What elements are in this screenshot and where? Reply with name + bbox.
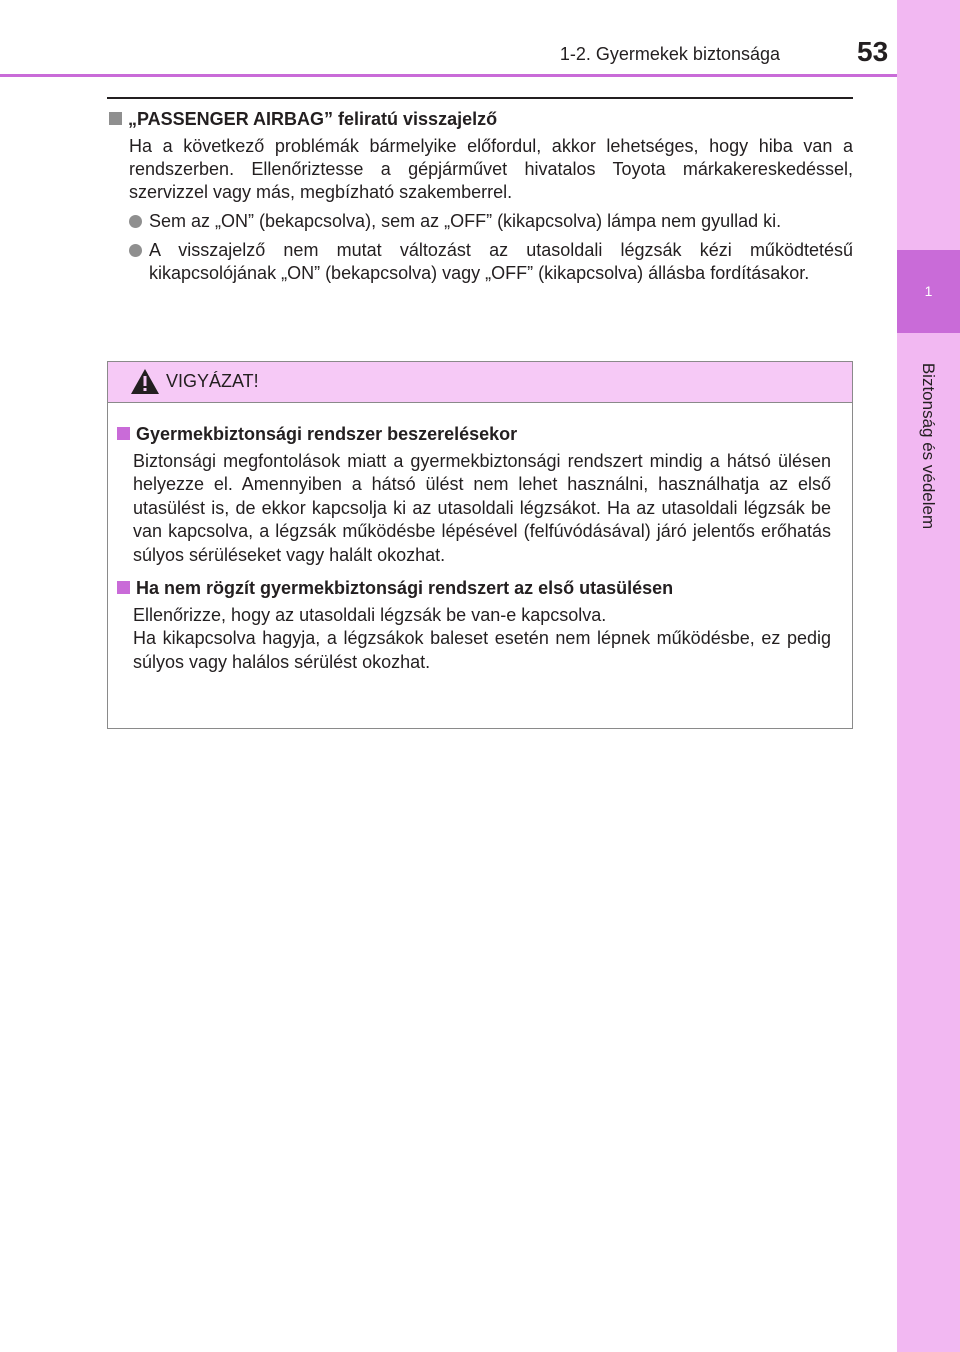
- header-divider: [0, 74, 897, 77]
- caution-body: [108, 403, 852, 674]
- section-intro: Ha a következő problémák bármelyike előfordul, akkor lehetséges, hogy hiba van a rendszerben. Ellenőriztesse a gépjárművet hivatalos Toyota márkakereskedéssel, szervizzel vagy más, megbízható szakemberrel.: [129, 136, 853, 202]
- caution-header: [108, 362, 852, 403]
- chapter-title-vertical: Biztonság és védelem: [919, 362, 938, 530]
- list-item: [149, 210, 853, 233]
- airbag-indicator-section: [109, 108, 853, 285]
- square-bullet-icon: [109, 112, 122, 125]
- chapter-number-tab: 1: [897, 250, 960, 333]
- circle-bullet-icon: [129, 244, 142, 257]
- caution-item-heading: [117, 423, 831, 447]
- list-item-text: A visszajelző nem mutat változást az utasoldali légzsák kézi működtetésű kikapcsolójának „ON” (bekapcsolva) vagy „OFF” (kikapcsolva) állásba fordításakor.: [149, 240, 853, 283]
- caution-item-heading-text: Ha nem rögzít gyermekbiztonsági rendszert az első utasülésen: [136, 578, 674, 598]
- list-item-text: Sem az „ON” (bekapcsolva), sem az „OFF” (kikapcsolva) lámpa nem gyullad ki.: [149, 211, 782, 231]
- section-heading: [109, 108, 853, 131]
- caution-item-heading: [117, 577, 831, 601]
- square-bullet-icon: [117, 581, 130, 594]
- caution-item-text: Ellenőrizze, hogy az utasoldali légzsák be van-e kapcsolva.: [133, 604, 607, 625]
- section-rule: [107, 97, 853, 99]
- list-item: [149, 239, 853, 285]
- caution-item-text: Biztonsági megfontolások miatt a gyermekbiztonsági rendszert mindig a hátsó ülésen helyezze el. Amennyiben a hátsó ülést nem lehet használni, használhatja az első utasülést is, de ekkor kapcsolja ki az utasoldali légzsákot. Ha az utasoldali légzsák be van kapcsolva, a légzsák működésbe lépésével (felfúvódásával) járó jelentős erőhatás súlyos sérüléseket vagy halált okozhat.: [133, 450, 831, 565]
- warning-triangle-icon: [130, 368, 160, 395]
- square-bullet-icon: [117, 427, 130, 440]
- caution-item-heading-text: Gyermekbiztonsági rendszer beszerelésekor: [136, 424, 518, 444]
- caution-box: [107, 361, 853, 729]
- header-title: 1-2. Gyermekek biztonsága: [559, 44, 780, 64]
- caution-title: VIGYÁZAT!: [166, 371, 259, 391]
- side-tab-strip: [897, 0, 960, 1352]
- circle-bullet-icon: [129, 215, 142, 228]
- section-heading-text: „PASSENGER AIRBAG” feliratú visszajelző: [128, 109, 498, 129]
- page-number: 53: [857, 36, 889, 67]
- caution-item-text: Ha kikapcsolva hagyja, a légzsákok baleset esetén nem lépnek működésbe, ez pedig súlyos vagy halálos sérülést okozhat.: [133, 628, 831, 672]
